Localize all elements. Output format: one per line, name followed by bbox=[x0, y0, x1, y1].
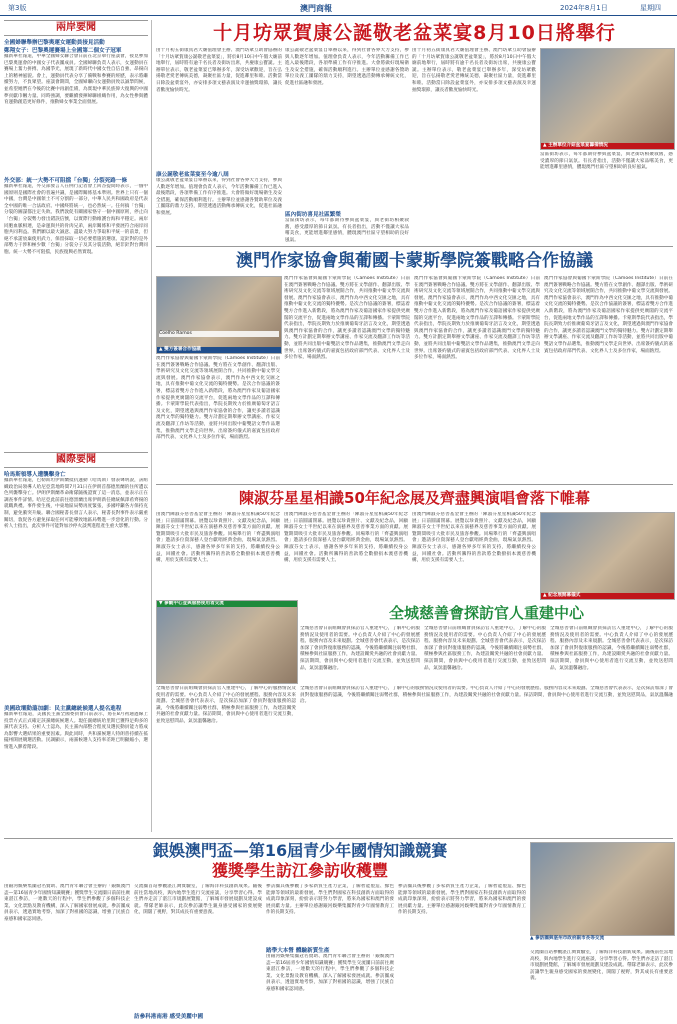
story-b-headline: 澳門作家協會與葡國卡蒙斯學院簽戰略合作協議 bbox=[236, 251, 593, 271]
story-e-photo bbox=[530, 842, 675, 936]
story-d-body5: 全城慈善會日前組織會員探訪官人重建中心，了解中心的服務情況及使用者的需要。中心負責人介紹了中心的發展歷程、服務內容及未來規劃。全城慈善會代表表示，是次探訪加深了會員對復康服務的認識，今後將繼續關注弱勢社群，積極參與社區服務工作，為建設關愛共融的社會貢獻力量。探訪期間，會員與中心使用者進行交流互動，並致送慰問品，氣氛溫馨融洽。 bbox=[300, 686, 673, 705]
story-a-sub1: 康公誕敬老盆菜宴至今逾八屆 bbox=[156, 172, 229, 178]
issue-weekday: 星期四 bbox=[640, 4, 661, 12]
issue-date: 2024年8月1日 bbox=[560, 4, 608, 12]
story-e-body6: 交流團首站參觀湛江灣實驗室，了解海洋科技創新成果。隨後前往當地高校，與內地學生進行交流座談，分享學習心得。學生們亦走訪了湛江市規劃展覽館，了解城市發展規劃及建設成就。帶隊老師表示，此次參訪讓學生親身感受國家的發展變化，開闊了視野，對其成長有重要意義。 bbox=[530, 950, 673, 982]
story-b-photo bbox=[156, 276, 282, 354]
story-c-body3: 由澳門陳淑芬慈善基金會主辦的「陳淑芬星星相識50年紀念展」日前圓滿閉幕。展覽以珍貴照片、文獻及紀念品，回顧陳淑芬女士半世紀以來在演藝界及慈善事業方面的貢獻。展覽期間吸引大批市民及旅客參觀。同場舉行的「齊盡興演唱會」邀請多位資深藝人登台獻唱經典金曲，現場氣氛熱烈。陳淑芬女士表示，感謝各界多年來的支持，將繼續投身公益，回饋社會。活動所籌得的善款將全數撥捐本澳慈善機構，用於支援有需要人士。 bbox=[412, 512, 536, 564]
story-b-body2: 澳門作家協會與葡國卡蒙斯學院（Camões Institute）日前在澳門簽署戰略合作協議。雙方將在文學創作、翻譯出版、學術研究及文化交流等領域展開合作，共同推動中葡文學交流與發展。澳門作家協會表示，澳門作為中西文化交匯之地，具有推動中葡文化交流的獨特優勢。是次合作協議的簽署，標誌着雙方合作進入新階段，將為澳門作家及葡語國家作家提供更廣闊的交流平台，促進兩地文學作品的互譯和傳播。卡蒙斯學院代表指出，學院長期致力於推廣葡萄牙語言及文化，期望透過與澳門作家協會的合作，讓更多讀者認識澳門文學的獨特魅力。雙方計劃定期舉辦文學講座、作家交流及翻譯工作坊等活動，並將共同出版中葡雙語文學作品選集，推動澳門文學走向世界。出席簽約儀式的嘉賓包括政府部門代表、文化界人士及多位作家，場面熱烈。 bbox=[284, 276, 410, 361]
story-b-body4: 澳門作家協會與葡國卡蒙斯學院（Camões Institute）日前在澳門簽署戰略合作協議。雙方將在文學創作、翻譯出版、學術研究及文化交流等領域展開合作，共同推動中葡文學交流與發展。澳門作家協會表示，澳門作為中西文化交匯之地，具有推動中葡文化交流的獨特優勢。是次合作協議的簽署，標誌着雙方合作進入新階段，將為澳門作家及葡語國家作家提供更廣闊的交流平台，促進兩地文學作品的互譯和傳播。卡蒙斯學院代表指出，學院長期致力於推廣葡萄牙語言及文化，期望透過與澳門作家協會的合作，讓更多讀者認識澳門文學的獨特魅力。雙方計劃定期舉辦文學講座、作家交流及翻譯工作坊等活動，並將共同出版中葡雙語文學作品選集，推動澳門文學走向世界。出席簽約儀式的嘉賓包括政府部門代表、文化界人士及多位作家，場面熱烈。 bbox=[544, 276, 673, 354]
story1-title: 全國婦聯舉辦巴黎奧運女運動員接見活動 bbox=[4, 40, 105, 46]
story-d-body3: 全城慈善會日前組織會員探訪官人重建中心，了解中心的服務情況及使用者的需要。中心負責人介紹了中心的發展歷程、服務內容及未來規劃。全城慈善會代表表示，是次探訪加深了會員對復康服務的認識，今後將繼續關注弱勢社群，積極參與社區服務工作，為建設關愛共融的社會貢獻力量。探訪期間，會員與中心使用者進行交流互動，並致送慰問品，氣氛溫馨融洽。 bbox=[550, 626, 673, 671]
page-number: 第3版 bbox=[8, 4, 27, 12]
story-e-sub1: 踏學大本營 體驗新質生產 bbox=[266, 948, 330, 954]
story-e-body5: 參訪團其後參觀了多家新質生產力企業，了解智能製造、綠色能源等領域的最新發展。學生們對國家在科技創新方面取得的成就印象深刻，紛紛表示將努力學習，將來為國家和澳門的發展貢獻力量。主辦單位感謝銀河娛樂集團對青少年國情教育工作的長期支持。 bbox=[398, 884, 526, 916]
story-b-photo-note: Coelho Ramos bbox=[159, 331, 279, 337]
story2-body: 據新華社報道，外交部發言人在例行記者會上回答提問時表示，一個中國原則是國際社會的普遍共識，是國際關係基本準則。世界上只有一個中國，台灣是中國領土不可分割的一部分，中華人民共和國政府是代表全中國的唯一合法政府。中國終將統一，也必然統一。任何搞「台獨」分裂的圖謀都注定失敗。我們敦促有關國家恪守一個中國原則，停止向「台獨」分裂勢力發出錯誤信號，以實際行動維護台海和平穩定。兩岸同胞血脈相連，是命運與共的骨肉兄弟，兩岸關係和平發展符合兩岸同胞共同利益。我們願以最大誠意、盡最大努力爭取和平統一的前景，但絕不承諾放棄使用武力，保留採取一切必要措施的選項。這針對的是外部勢力干涉和極少數「台獨」分裂分子及其分裂活動，絕非針對台灣同胞。統一大勢不可阻擋，民族復興必然實現。 bbox=[4, 184, 148, 255]
section-title-cross-strait: 兩岸要聞 bbox=[4, 20, 148, 36]
story-e-headline-2: 獲獎學生訪江參訪收穫豐 bbox=[211, 861, 388, 880]
story-a-photo-caption: ▲ 主辦單位介紹盆菜宴籌備情況 bbox=[541, 143, 674, 149]
story-a-body2b: 康公誕敬老盆菜宴自舉辦以來，得到社會各界大力支持，參與人數逐年增加。值理會負責人表示，今年活動籌備工作已進入最後階段，各項準備工作有序推進。大會將做好現場衛生及安全措施，確保活動順利進行。主辦單位並感謝各贊助單位及義工團隊的鼎力支持，期望透過活動傳承傳統文化，促進社區融和發展。 bbox=[285, 48, 409, 86]
story-a-headline: 十月坊眾賀康公誕敬老盆菜宴8月10日將舉行 bbox=[213, 22, 616, 44]
story-c-body2: 由澳門陳淑芬慈善基金會主辦的「陳淑芬星星相識50年紀念展」日前圓滿閉幕。展覽以珍貴照片、文獻及紀念品，回顧陳淑芬女士半世紀以來在演藝界及慈善事業方面的貢獻。展覽期間吸引大批市民及旅客參觀。同場舉行的「齊盡興演唱會」邀請多位資深藝人登台獻唱經典金曲，現場氣氛熱烈。陳淑芬女士表示，感謝各界多年來的支持，將繼續投身公益，回饋社會。活動所籌得的善款將全數撥捐本澳慈善機構，用於支援有需要人士。 bbox=[284, 512, 408, 564]
story-b-body3: 澳門作家協會與葡國卡蒙斯學院（Camões Institute）日前在澳門簽署戰略合作協議。雙方將在文學創作、翻譯出版、學術研究及文化交流等領域展開合作，共同推動中葡文學交流與發展。澳門作家協會表示，澳門作為中西文化交匯之地，具有推動中葡文化交流的獨特優勢。是次合作協議的簽署，標誌着雙方合作進入新階段，將為澳門作家及葡語國家作家提供更廣闊的交流平台，促進兩地文學作品的互譯和傳播。卡蒙斯學院代表指出，學院長期致力於推廣葡萄牙語言及文化，期望透過與澳門作家協會的合作，讓更多讀者認識澳門文學的獨特魅力。雙方計劃定期舉辦文學講座、作家交流及翻譯工作坊等活動，並將共同出版中葡雙語文學作品選集，推動澳門文學走向世界。出席簽約儀式的嘉賓包括政府部門代表、文化界人士及多位作家，場面熱烈。 bbox=[414, 276, 540, 361]
story-e-body1: 由銀河娛樂集團冠名贊助、澳門青年聯合會主辦的「銀娛澳門盃—第16屆青少年國情知識競賽」獲獎學生交流團日前前往廣東湛江參訪，一連數天的行程中，學生們參觀了多個科技企業、文化景點及教育機構，深入了解國家發展成就。參訪團成員表示，透過實地考察，加深了對祖國的認識，增強了民族自豪感和國家認同感。 bbox=[4, 884, 130, 922]
story-c-photo bbox=[540, 512, 675, 600]
left-column bbox=[4, 20, 148, 832]
story-d-body1: 全城慈善會日前組織會員探訪官人重建中心，了解中心的服務情況及使用者的需要。中心負責人介紹了中心的發展歷程、服務內容及未來規劃。全城慈善會代表表示，是次探訪加深了會員對復康服務的認識，今後將繼續關注弱勢社群，積極參與社區服務工作，為建設關愛共融的社會貢獻力量。探訪期間，會員與中心使用者進行交流互動，並致送慰問品，氣氛溫馨融洽。 bbox=[300, 626, 420, 671]
story2-title: 外交部：統一大勢不可阻擋「台獨」分裂死路一條 bbox=[4, 178, 128, 184]
story-a-photo-note: 當區街坊表示，每年都期待參與盆菜宴，與老街坊相聚敘舊，感受濃厚的節日氣氛。有長者指出，活動不僅讓大家品嚐美食，更能增進鄰里感情，體現澳門社區守望相助的良好風氣。 bbox=[540, 152, 673, 171]
story-a-body3: 當區街坊表示，每年都期待參與盆菜宴，與老街坊相聚敘舊，感受濃厚的節日氣氛。有長者指出，活動不僅讓大家品嚐美食，更能增進鄰里感情，體現澳門社區守望相助的良好風氣。 bbox=[285, 218, 409, 242]
story-a-sub2: 區內街坊喜見社區繁榮 bbox=[285, 212, 341, 218]
story4-body: 據新華社報道，美國民主黨全國委員會日前表示，將在8月初通過線上投票方式正式確定該黨總統候選人。現任副總統哈里斯已獲得足夠多的黨代表支持。分析人士認為，民主黨內部整合程度及選民動員能力將成為影響大選結果的重要因素。與此同時，共和黨候選人特朗普持續在搖擺州開展競選活動。民調顯示，兩黨候選人支持率差距已明顯縮小，選情進入膠着階段。 bbox=[4, 712, 148, 750]
story-a-body2: 康公誕敬老盆菜宴自舉辦以來，得到社會各界大力支持，參與人數逐年增加。值理會負責人表示，今年活動籌備工作已進入最後階段，各項準備工作有序推進。大會將做好現場衛生及安全措施，確保活動順利進行。主辦單位並感謝各贊助單位及義工團隊的鼎力支持，期望透過活動傳承傳統文化，促進社區融和發展。 bbox=[156, 178, 282, 216]
divider-a bbox=[156, 246, 673, 247]
story-d-photo bbox=[156, 600, 298, 684]
story-a-body1: 由十月初五街康真君大廟值理會主辦、澳門坊眾互助會協辦的「十月坊眾賀康公誕敬老盆菜宴」，將於8月10日中午假大廟前地舉行，屆時將有逾千名長者及街坊出席，共慶康公寶誕。主辦單位表示，敬老盆菜宴已舉辦多年，深受坊眾歡迎，旨在弘揚敬老愛老傳統美德，凝聚社區力量，促進鄰里和睦。活動當日除設盆菜宴外，亦安排多項文藝表演及幸運抽獎環節，讓長者歡度愉快時光。 bbox=[156, 48, 282, 93]
story-e-sub2: 訪參科港南港 感受美麗中國 bbox=[134, 1014, 204, 1020]
story4-title: 美國政壇動蕩加劇：民主黨總統候選人提名進程 bbox=[4, 706, 122, 712]
story-c-headline: 陳淑芬星星相識50年紀念展及齊盡興演唱會落下帷幕 bbox=[239, 489, 590, 507]
story-d-photo-caption: ▼ 參觀中心並與服務使用者交流 bbox=[157, 601, 297, 607]
story-b-photo-caption: ▲ 雙方簽署合作協議 bbox=[157, 347, 281, 353]
story-e-body3: 參訪團其後參觀了多家新質生產力企業，了解智能製造、綠色能源等領域的最新發展。學生們對國家在科技創新方面取得的成就印象深刻，紛紛表示將努力學習，將來為國家和澳門的發展貢獻力量。主辦單位感謝銀河娛樂集團對青少年國情教育工作的長期支持。 bbox=[266, 884, 394, 916]
column-divider bbox=[151, 20, 152, 832]
story3-body: 據新華社報道，巴勒斯坦伊斯蘭抵抗運動（哈馬斯）發表聲明說，該組織政治局領導人哈尼亞當地時間7月31日在伊朗首都德黑蘭的住所遭以色列襲擊身亡。伊朗伊斯蘭革命衛隊隨後證實了這一消息，並表示正在調查事件詳情。哈尼亞此前前往德黑蘭出席伊朗新任總統佩澤希齊揚的就職典禮。事件發生後，中東地區局勢再度緊張，多國呼籲各方保持克制，避免衝突升級。聯合國秘書長發言人表示，秘書長對事件表示嚴重關切，敦促各方避免採取任何可能導致地區局勢進一步惡化的行動。分析人士指出，此次事件可能對加沙停火談判進程產生重大影響。 bbox=[4, 478, 148, 530]
story-e-photo-caption: ▲ 參訪團與湛州市政府副市長等交流 bbox=[530, 936, 673, 942]
story-a-body1b: 由十月初五街康真君大廟值理會主辦、澳門坊眾互助會協辦的「十月坊眾賀康公誕敬老盆菜宴」，將於8月10日中午假大廟前地舉行，屆時將有逾千名長者及街坊出席，共慶康公寶誕。主辦單位表示，敬老盆菜宴已舉辦多年，深受坊眾歡迎，旨在弘揚敬老愛老傳統美德，凝聚社區力量，促進鄰里和睦。活動當日除設盆菜宴外，亦安排多項文藝表演及幸運抽獎環節，讓長者歡度愉快時光。 bbox=[412, 48, 536, 93]
story1-subtitle: 鄭翔女子：巴黎奧運賽場上全國第二個女子冠軍 bbox=[4, 48, 122, 54]
divider-b bbox=[156, 484, 673, 485]
story-e-body2: 交流團首站參觀湛江灣實驗室，了解海洋科技創新成果。隨後前往當地高校，與內地學生進行交流座談，分享學習心得。學生們亦走訪了湛江市規劃展覽館，了解城市發展規劃及建設成就。帶隊老師表示，此次參訪讓學生親身感受國家的發展變化，開闊了視野，對其成長有重要意義。 bbox=[134, 884, 262, 916]
divider-d bbox=[4, 838, 673, 839]
story-e-headline-1: 銀娛澳門盃—第16屆青少年國情知識競賽 bbox=[152, 841, 448, 860]
story-c-body1: 由澳門陳淑芬慈善基金會主辦的「陳淑芬星星相識50年紀念展」日前圓滿閉幕。展覽以珍貴照片、文獻及紀念品，回顧陳淑芬女士半世紀以來在演藝界及慈善事業方面的貢獻。展覽期間吸引大批市民及旅客參觀。同場舉行的「齊盡興演唱會」邀請多位資深藝人登台獻唱經典金曲，現場氣氛熱烈。陳淑芬女士表示，感謝各界多年來的支持，將繼續投身公益，回饋社會。活動所籌得的善款將全數撥捐本澳慈善機構，用於支援有需要人士。 bbox=[156, 512, 280, 564]
story-e-body4: 由銀河娛樂集團冠名贊助、澳門青年聯合會主辦的「銀娛澳門盃—第16屆青少年國情知識競賽」獲獎學生交流團日前前往廣東湛江參訪，一連數天的行程中，學生們參觀了多個科技企業、文化景點及教育機構，深入了解國家發展成就。參訪團成員表示，透過實地考察，加深了對祖國的認識，增強了民族自豪感和國家認同感。 bbox=[266, 954, 394, 992]
story-c-photo-caption: ▲ 紀念展開幕儀式 bbox=[541, 593, 674, 599]
story1-body: 據新華社報道，中華全國婦女聯合會日前在北京舉行座談會，接見參加巴黎奧運會的中國女子代表團成員。全國婦聯負責人表示，女運動員在賽場上奮力拼搏、為國爭光，展現了新時代中國女性自信自強、昂揚向上的精神風貌。會上，運動員代表分享了備戰和參賽的經歷，表示將繼續努力，不負眾望。座談會期間，全國婦聯向女運動員致以誠摯問候，並希望她們在今後的比賽中再創佳績，為實現中華民族偉大復興的中國夢貢獻巾幗力量。同時強調，要繼續發揮婦聯組織作用，為女性參與體育運動創造更好條件，推動婦女事業全面發展。 bbox=[4, 54, 148, 106]
story-b-body1: 澳門作家協會與葡國卡蒙斯學院（Camões Institute）日前在澳門簽署戰略合作協議。雙方將在文學創作、翻譯出版、學術研究及文化交流等領域展開合作，共同推動中葡文學交流與發展。澳門作家協會表示，澳門作為中西文化交匯之地，具有推動中葡文化交流的獨特優勢。是次合作協議的簽署，標誌着雙方合作進入新階段，將為澳門作家及葡語國家作家提供更廣闊的交流平台，促進兩地文學作品的互譯和傳播。卡蒙斯學院代表指出，學院長期致力於推廣葡萄牙語言及文化，期望透過與澳門作家協會的合作，讓更多讀者認識澳門文學的獨特魅力。雙方計劃定期舉辦文學講座、作家交流及翻譯工作坊等活動，並將共同出版中葡雙語文學作品選集，推動澳門文學走向世界。出席簽約儀式的嘉賓包括政府部門代表、文化界人士及多位作家，場面熱烈。 bbox=[156, 356, 280, 441]
page-header bbox=[0, 0, 677, 16]
story-d-body2: 全城慈善會日前組織會員探訪官人重建中心，了解中心的服務情況及使用者的需要。中心負責人介紹了中心的發展歷程、服務內容及未來規劃。全城慈善會代表表示，是次探訪加深了會員對復康服務的認識，今後將繼續關注弱勢社群，積極參與社區服務工作，為建設關愛共融的社會貢獻力量。探訪期間，會員與中心使用者進行交流互動，並致送慰問品，氣氛溫馨融洽。 bbox=[424, 626, 546, 671]
section-title-international: 國際要聞 bbox=[4, 452, 148, 468]
story3-title: 哈馬斯領導人遭襲擊身亡 bbox=[4, 472, 66, 478]
story-a-photo bbox=[540, 48, 675, 150]
paper-name: 澳門商報 bbox=[300, 4, 332, 13]
story-d-body4: 全城慈善會日前組織會員探訪官人重建中心，了解中心的服務情況及使用者的需要。中心負責人介紹了中心的發展歷程、服務內容及未來規劃。全城慈善會代表表示，是次探訪加深了會員對復康服務的認識，今後將繼續關注弱勢社群，積極參與社區服務工作，為建設關愛共融的社會貢獻力量。探訪期間，會員與中心使用者進行交流互動，並致送慰問品，氣氛溫馨融洽。 bbox=[156, 686, 296, 724]
story-d-headline: 全城慈善會探訪官人重建中心 bbox=[388, 604, 584, 622]
